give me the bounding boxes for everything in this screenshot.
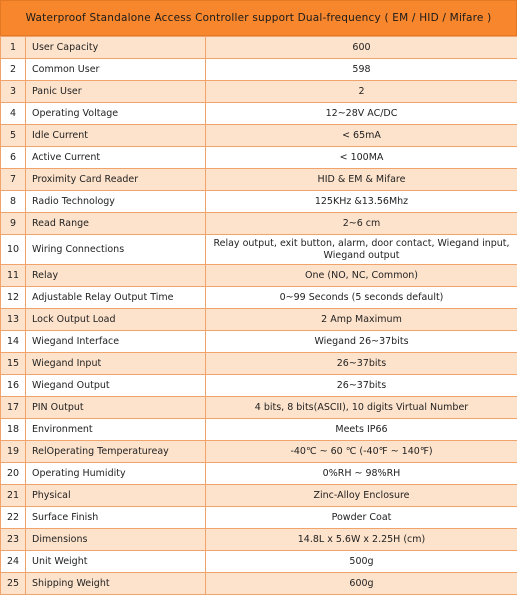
row-number: 6 bbox=[1, 147, 26, 169]
row-label: Shipping Weight bbox=[26, 573, 206, 595]
row-number: 4 bbox=[1, 103, 26, 125]
table-row bbox=[1, 419, 517, 441]
table-row bbox=[1, 235, 517, 265]
row-number: 24 bbox=[1, 551, 26, 573]
table-row bbox=[1, 169, 517, 191]
row-number: 2 bbox=[1, 59, 26, 81]
row-label: User Capacity bbox=[26, 37, 206, 59]
row-value: 598 bbox=[206, 59, 517, 81]
row-value: Zinc-Alloy Enclosure bbox=[206, 485, 517, 507]
row-value: 4 bits, 8 bits(ASCII), 10 digits Virtual Number bbox=[206, 397, 517, 419]
row-value: Relay output, exit button, alarm, door contact, Wiegand input, Wiegand output bbox=[206, 235, 517, 265]
row-number: 13 bbox=[1, 309, 26, 331]
spec-title: Waterproof Standalone Access Controller support Dual-frequency ( EM / HID / Mifare ) bbox=[0, 0, 517, 36]
table-row bbox=[1, 125, 517, 147]
row-number: 18 bbox=[1, 419, 26, 441]
row-number: 3 bbox=[1, 81, 26, 103]
row-value: 600g bbox=[206, 573, 517, 595]
row-label: Wiegand Output bbox=[26, 375, 206, 397]
row-number: 25 bbox=[1, 573, 26, 595]
row-value: 500g bbox=[206, 551, 517, 573]
row-value: 0%RH ~ 98%RH bbox=[206, 463, 517, 485]
row-label: Wiegand Interface bbox=[26, 331, 206, 353]
row-label: Unit Weight bbox=[26, 551, 206, 573]
row-value: 12~28V AC/DC bbox=[206, 103, 517, 125]
row-number: 15 bbox=[1, 353, 26, 375]
row-value: 2 bbox=[206, 81, 517, 103]
row-label: RelOperating Temperatureay bbox=[26, 441, 206, 463]
row-number: 21 bbox=[1, 485, 26, 507]
table-row bbox=[1, 397, 517, 419]
row-label: Common User bbox=[26, 59, 206, 81]
row-label: Surface Finish bbox=[26, 507, 206, 529]
row-number: 7 bbox=[1, 169, 26, 191]
row-number: 5 bbox=[1, 125, 26, 147]
row-value: < 65mA bbox=[206, 125, 517, 147]
row-number: 23 bbox=[1, 529, 26, 551]
table-row bbox=[1, 573, 517, 595]
row-label: Dimensions bbox=[26, 529, 206, 551]
row-label: Wiring Connections bbox=[26, 235, 206, 265]
row-value: 125KHz &13.56Mhz bbox=[206, 191, 517, 213]
row-label: Adjustable Relay Output Time bbox=[26, 287, 206, 309]
row-value: Meets IP66 bbox=[206, 419, 517, 441]
row-label: Radio Technology bbox=[26, 191, 206, 213]
row-number: 11 bbox=[1, 265, 26, 287]
row-value: -40℃ ~ 60 ℃ (-40℉ ~ 140℉) bbox=[206, 441, 517, 463]
row-number: 8 bbox=[1, 191, 26, 213]
table-row bbox=[1, 265, 517, 287]
row-number: 20 bbox=[1, 463, 26, 485]
row-value: < 100MA bbox=[206, 147, 517, 169]
row-number: 9 bbox=[1, 213, 26, 235]
table-row bbox=[1, 287, 517, 309]
row-value: 600 bbox=[206, 37, 517, 59]
row-number: 12 bbox=[1, 287, 26, 309]
row-value: HID & EM & Mifare bbox=[206, 169, 517, 191]
row-label: Read Range bbox=[26, 213, 206, 235]
table-row bbox=[1, 103, 517, 125]
row-label: Operating Voltage bbox=[26, 103, 206, 125]
row-label: Wiegand Input bbox=[26, 353, 206, 375]
row-label: Relay bbox=[26, 265, 206, 287]
table-row bbox=[1, 59, 517, 81]
table-row bbox=[1, 485, 517, 507]
table-row bbox=[1, 147, 517, 169]
spec-table bbox=[0, 36, 517, 595]
row-label: Physical bbox=[26, 485, 206, 507]
row-value: Powder Coat bbox=[206, 507, 517, 529]
row-label: Environment bbox=[26, 419, 206, 441]
table-row bbox=[1, 375, 517, 397]
table-row bbox=[1, 81, 517, 103]
row-value: 26~37bits bbox=[206, 353, 517, 375]
row-label: Active Current bbox=[26, 147, 206, 169]
row-label: Lock Output Load bbox=[26, 309, 206, 331]
table-row bbox=[1, 331, 517, 353]
table-row bbox=[1, 551, 517, 573]
row-number: 17 bbox=[1, 397, 26, 419]
row-value: Wiegand 26~37bits bbox=[206, 331, 517, 353]
row-value: 26~37bits bbox=[206, 375, 517, 397]
row-label: Operating Humidity bbox=[26, 463, 206, 485]
table-row bbox=[1, 353, 517, 375]
table-row bbox=[1, 213, 517, 235]
row-value: 14.8L x 5.6W x 2.25H (cm) bbox=[206, 529, 517, 551]
row-label: Proximity Card Reader bbox=[26, 169, 206, 191]
row-number: 14 bbox=[1, 331, 26, 353]
row-value: 0~99 Seconds (5 seconds default) bbox=[206, 287, 517, 309]
row-value: 2~6 cm bbox=[206, 213, 517, 235]
spec-table-body bbox=[1, 37, 517, 595]
row-label: PIN Output bbox=[26, 397, 206, 419]
row-label: Panic User bbox=[26, 81, 206, 103]
row-value: 2 Amp Maximum bbox=[206, 309, 517, 331]
table-row bbox=[1, 463, 517, 485]
table-row bbox=[1, 37, 517, 59]
row-number: 1 bbox=[1, 37, 26, 59]
row-number: 16 bbox=[1, 375, 26, 397]
row-label: Idle Current bbox=[26, 125, 206, 147]
table-row bbox=[1, 441, 517, 463]
row-value: One (NO, NC, Common) bbox=[206, 265, 517, 287]
table-row bbox=[1, 191, 517, 213]
table-row bbox=[1, 507, 517, 529]
table-row bbox=[1, 529, 517, 551]
row-number: 19 bbox=[1, 441, 26, 463]
row-number: 10 bbox=[1, 235, 26, 265]
row-number: 22 bbox=[1, 507, 26, 529]
table-row bbox=[1, 309, 517, 331]
